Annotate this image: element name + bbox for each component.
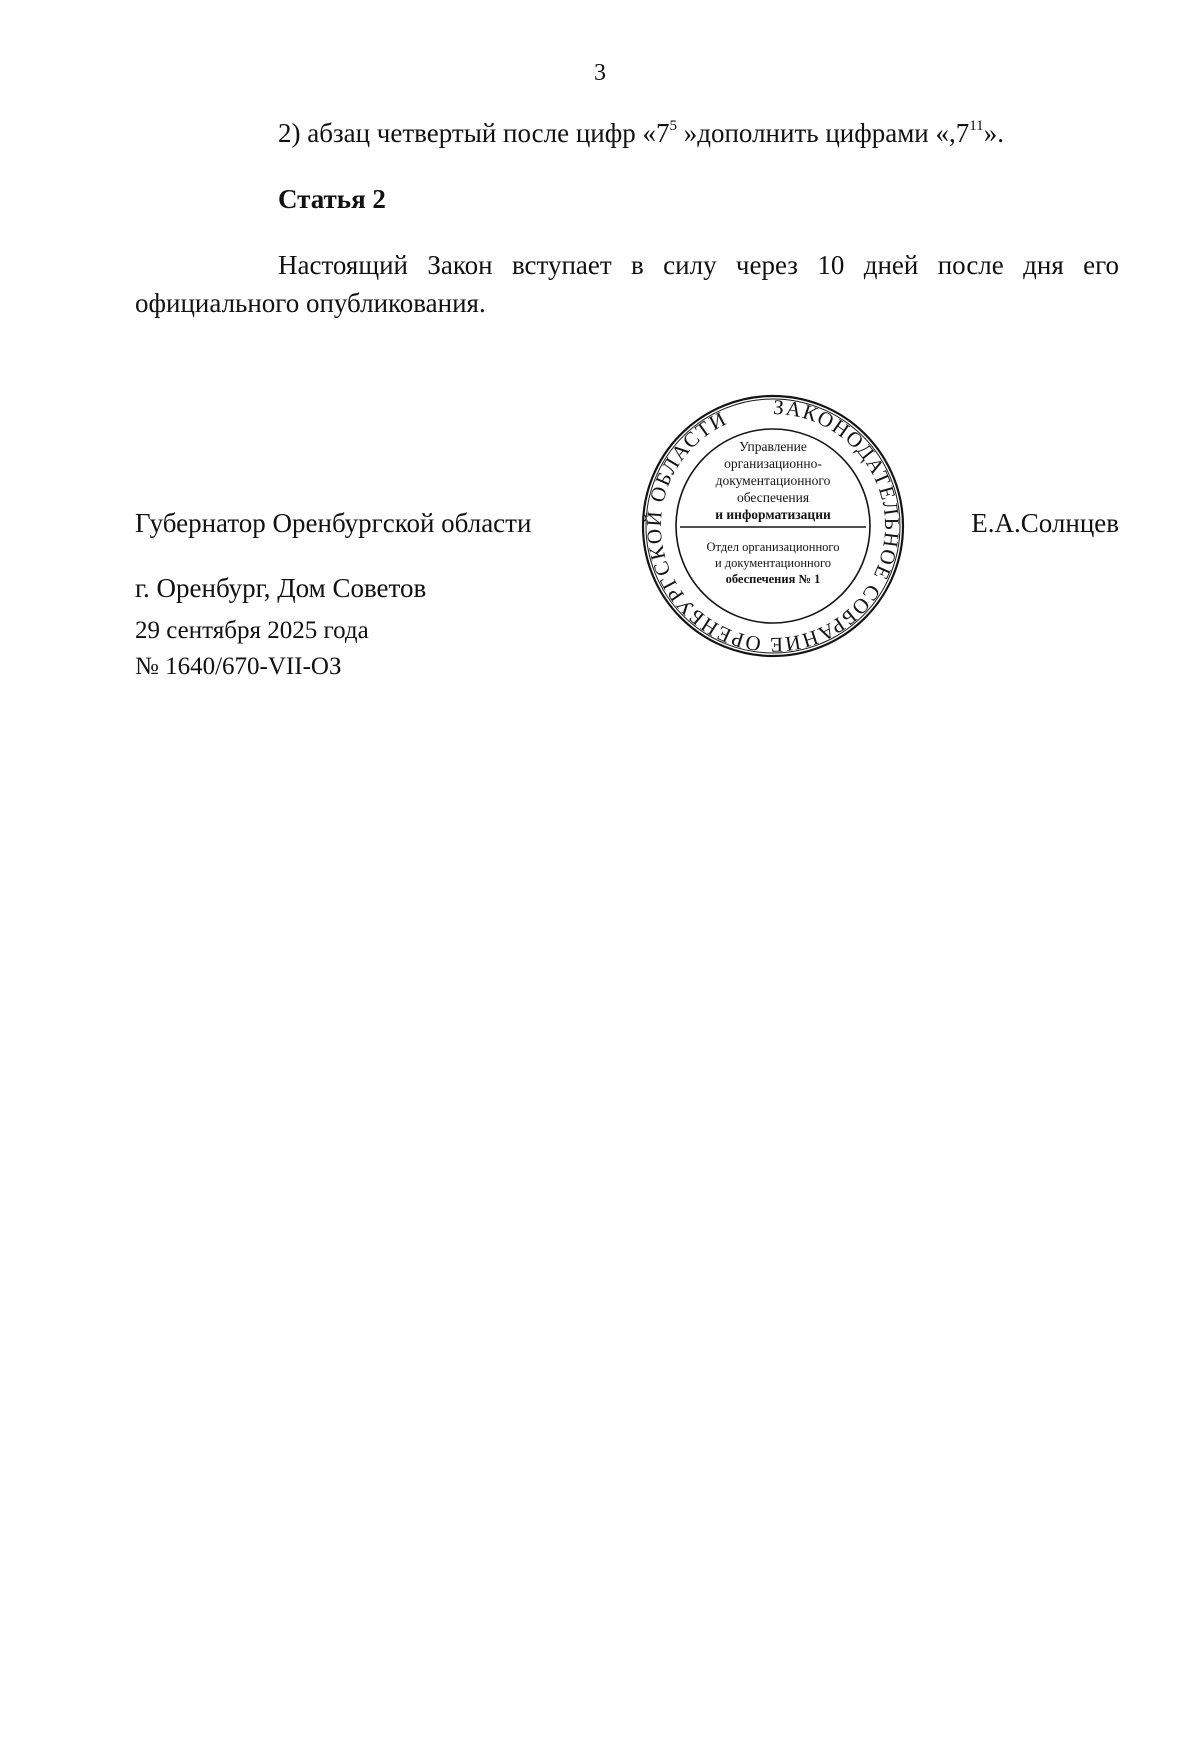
seal-ring-text: ЗАКОНОДАТЕЛЬНОЕ СОБРАНИЕ ОРЕНБУРГСКОЙ ОБЛАСТИ bbox=[641, 394, 905, 658]
seal-upper-line-5: и информатизации bbox=[715, 507, 831, 522]
seal-upper-line-2: организационно- bbox=[724, 456, 822, 471]
amendment-clause bbox=[278, 118, 1004, 149]
seal-lower-line-3: обеспечения № 1 bbox=[725, 572, 821, 586]
amendment-superscript-1: 5 bbox=[669, 118, 677, 134]
amendment-prefix: 2) абзац четвертый после цифр «7 bbox=[278, 118, 670, 148]
seal-upper-line-3: документационного bbox=[715, 473, 831, 488]
page-number: 3 bbox=[594, 60, 606, 86]
seal-lower-line-1: Отдел организационного bbox=[706, 540, 840, 554]
signatory-title: Губернатор Оренбургской области bbox=[135, 508, 532, 538]
issue-date: 29 сентября 2025 года bbox=[135, 617, 369, 644]
amendment-superscript-2: 11 bbox=[969, 118, 984, 134]
issue-place: г. Оренбург, Дом Советов bbox=[135, 573, 427, 603]
seal-lower-line-2: и документационного bbox=[714, 556, 832, 570]
signatory-name: Е.А.Солнцев bbox=[971, 508, 1119, 538]
article-text: Настоящий Закон вступает в силу через 10 дней после дня его официального опубликования. bbox=[135, 250, 1119, 318]
seal-upper-line-4: обеспечения bbox=[736, 490, 810, 505]
amendment-suffix: ». bbox=[983, 118, 1004, 148]
seal-graphic bbox=[640, 393, 906, 659]
seal-upper-line-1: Управление bbox=[739, 439, 807, 454]
official-seal-stamp bbox=[640, 393, 906, 659]
law-number: № 1640/670-VII-ОЗ bbox=[135, 653, 342, 680]
amendment-middle: »дополнить цифрами «,7 bbox=[677, 118, 970, 148]
article-heading: Статья 2 bbox=[278, 184, 386, 214]
